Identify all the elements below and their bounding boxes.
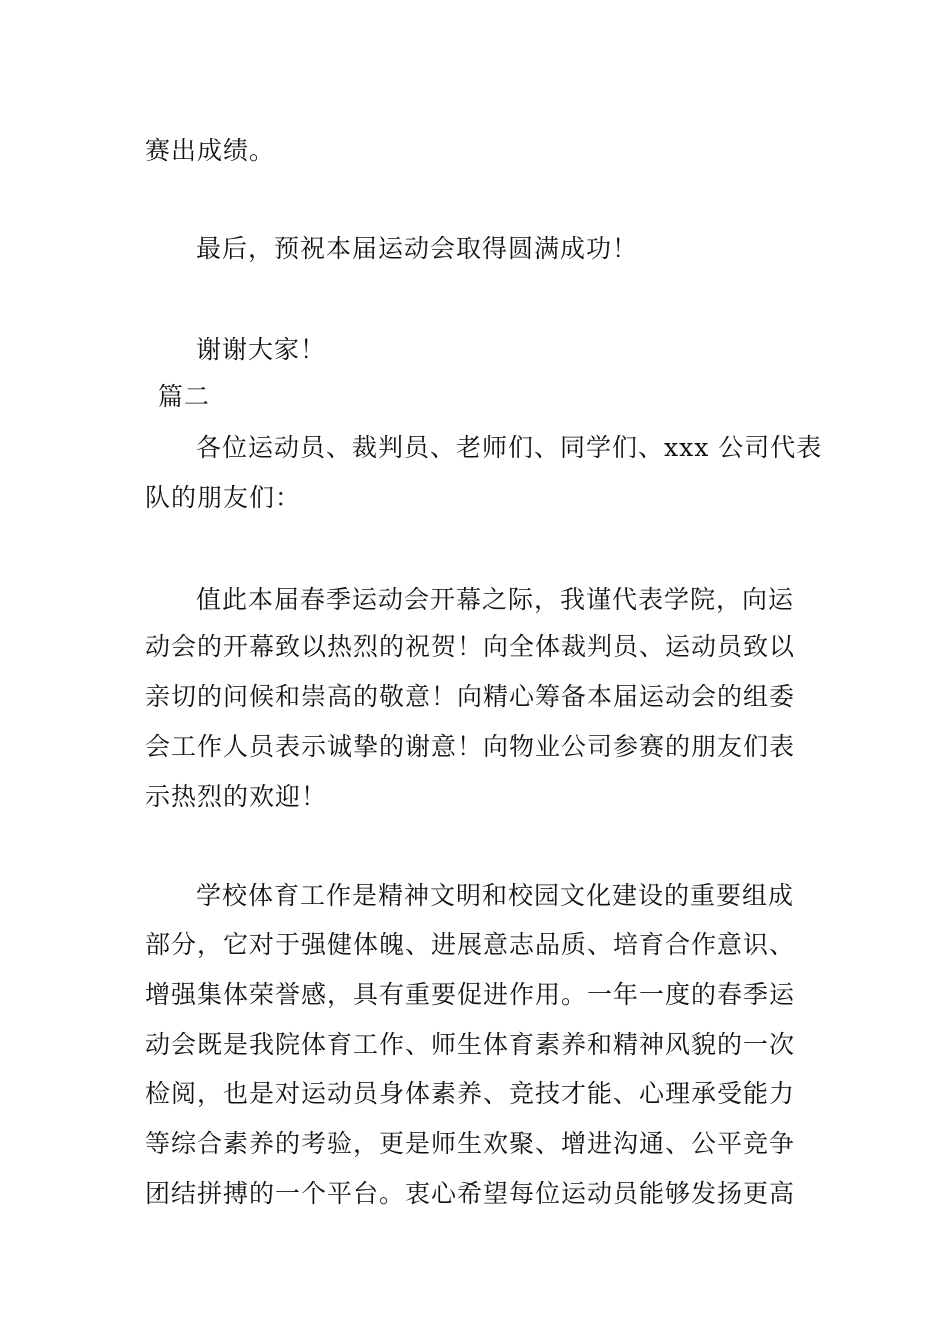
text-line: 示热烈的欢迎！ <box>145 782 328 811</box>
text-line: 动会的开幕致以热烈的祝贺！向全体裁判员、运动员致以 <box>145 632 796 661</box>
text-line: 增强集体荣誉感，具有重要促进作用。一年一度的春季运 <box>145 980 796 1009</box>
text-line: 学校体育工作是精神文明和校园文化建设的重要组成 <box>196 881 795 910</box>
text-line: 亲切的问候和崇高的敬意！向精心筹备本届运动会的组委 <box>145 682 796 711</box>
text-line: 最后，预祝本届运动会取得圆满成功！ <box>196 234 639 263</box>
text-line: 各位运动员、裁判员、老师们、同学们、xxx 公司代表 <box>196 433 823 462</box>
section-heading: 篇二 <box>158 382 211 411</box>
text-line: 谢谢大家！ <box>196 335 327 364</box>
text-line: 等综合素养的考验，更是师生欢聚、增进沟通、公平竞争 <box>145 1129 796 1158</box>
text-line: 队的朋友们： <box>145 483 302 512</box>
text-line: 赛出成绩。 <box>145 136 276 165</box>
text-line: 值此本届春季运动会开幕之际，我谨代表学院，向运 <box>196 585 795 614</box>
text-line: 团结拼搏的一个平台。衷心希望每位运动员能够发扬更高 <box>145 1179 796 1208</box>
text-line: 部分，它对于强健体魄、进展意志品质、培育合作意识、 <box>145 930 796 959</box>
text-line: 检阅，也是对运动员身体素养、竞技才能、心理承受能力 <box>145 1079 796 1108</box>
text-line: 动会既是我院体育工作、师生体育素养和精神风貌的一次 <box>145 1030 796 1059</box>
text-line: 会工作人员表示诚挚的谢意！向物业公司参赛的朋友们表 <box>145 732 796 761</box>
